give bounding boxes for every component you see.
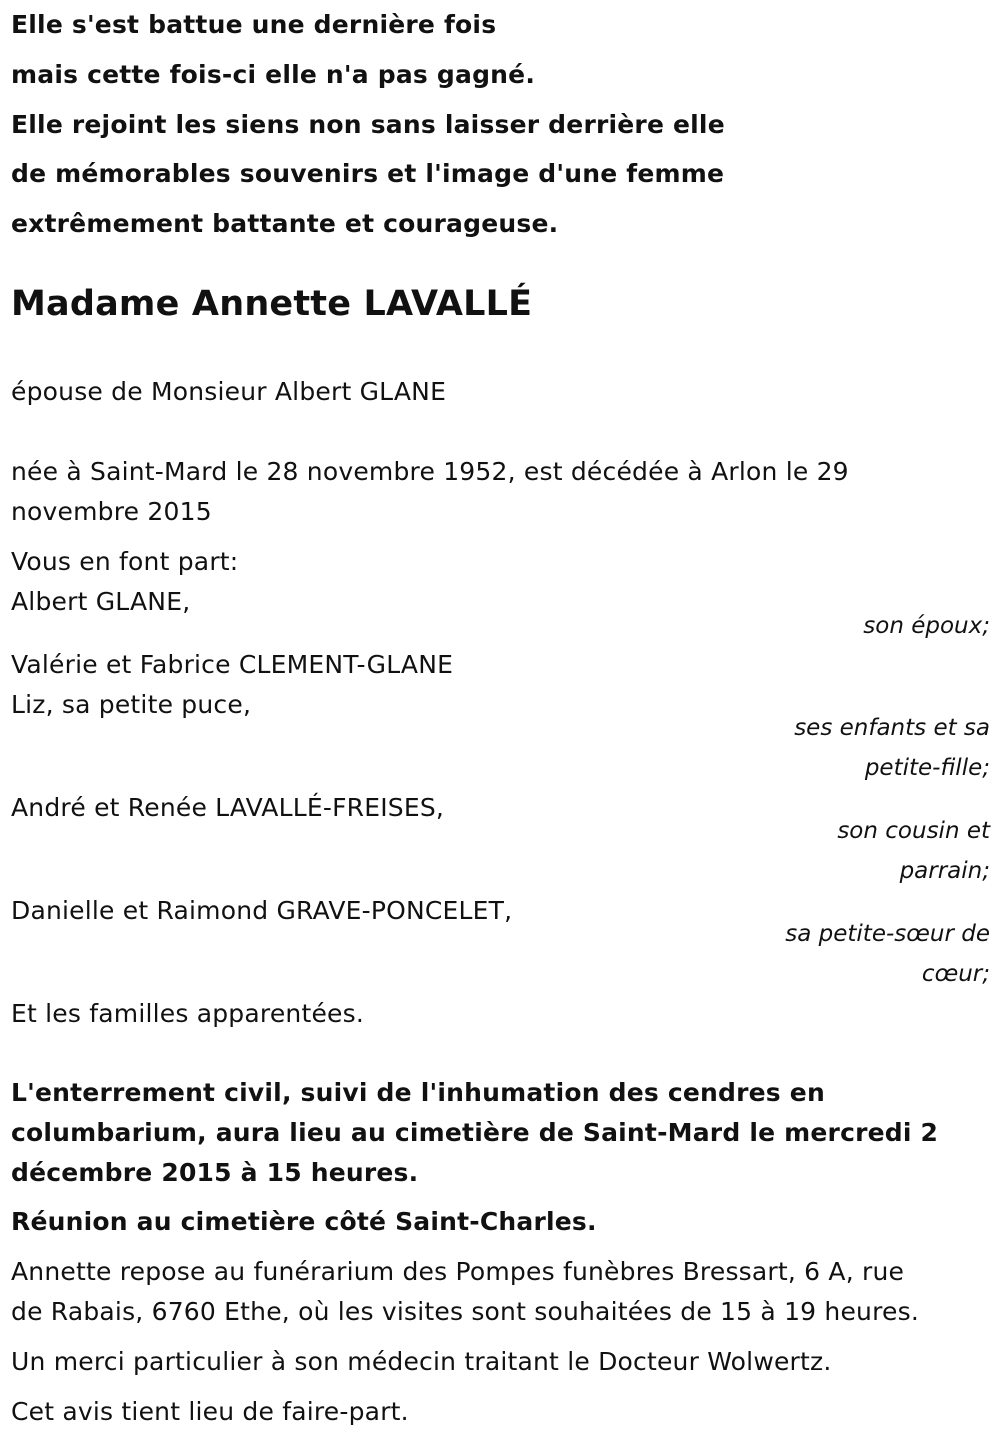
epitaph-line-2: mais cette fois-ci elle n'a pas gagné. — [11, 60, 536, 89]
family-relation: ses enfants et sa — [794, 715, 990, 741]
family-relation: son époux; — [863, 613, 990, 639]
thanks-line: Un merci particulier à son médecin traitant le Docteur Wolwertz. — [11, 1347, 832, 1376]
announce-intro: Vous en font part: — [11, 547, 239, 576]
families-line: Et les familles apparentées. — [11, 999, 364, 1028]
ceremony-line-1: L'enterrement civil, suivi de l'inhumation des cendres en — [11, 1078, 825, 1107]
epitaph-line-5: extrêmement battante et courageuse. — [11, 209, 559, 238]
visitation-line-1: Annette repose au funérarium des Pompes funèbres Bressart, 6 A, rue — [11, 1257, 905, 1286]
birth-death-line-2: novembre 2015 — [11, 497, 212, 526]
visitation-line-2: de Rabais, 6760 Ethe, où les visites sont souhaitées de 15 à 19 heures. — [11, 1297, 919, 1326]
family-relation: petite-fille; — [864, 755, 990, 781]
birth-death-line-1: née à Saint-Mard le 28 novembre 1952, est décédée à Arlon le 29 — [11, 457, 849, 486]
epitaph-line-3: Elle rejoint les siens non sans laisser derrière elle — [11, 110, 725, 139]
ceremony-line-2: columbarium, aura lieu au cimetière de Saint-Mard le mercredi 2 — [11, 1118, 939, 1147]
ceremony-line-3: décembre 2015 à 15 heures. — [11, 1158, 419, 1187]
family-relation: son cousin et — [837, 818, 990, 844]
family-name: Albert GLANE, — [11, 587, 191, 616]
family-name: Danielle et Raimond GRAVE-PONCELET, — [11, 896, 513, 925]
family-relation: cœur; — [921, 961, 990, 987]
epitaph-line-4: de mémorables souvenirs et l'image d'une femme — [11, 159, 725, 188]
closing-line: Cet avis tient lieu de faire-part. — [11, 1397, 409, 1426]
family-name: Liz, sa petite puce, — [11, 690, 252, 719]
spouse-line: épouse de Monsieur Albert GLANE — [11, 377, 447, 406]
family-relation: parrain; — [899, 858, 990, 884]
meeting-line: Réunion au cimetière côté Saint-Charles. — [11, 1207, 597, 1236]
family-name: Valérie et Fabrice CLEMENT-GLANE — [11, 650, 454, 679]
family-relation: sa petite-sœur de — [785, 921, 990, 947]
family-name: André et Renée LAVALLÉ-FREISES, — [11, 793, 445, 822]
deceased-name-title: Madame Annette LAVALLÉ — [11, 284, 533, 324]
epitaph-line-1: Elle s'est battue une dernière fois — [11, 10, 497, 39]
